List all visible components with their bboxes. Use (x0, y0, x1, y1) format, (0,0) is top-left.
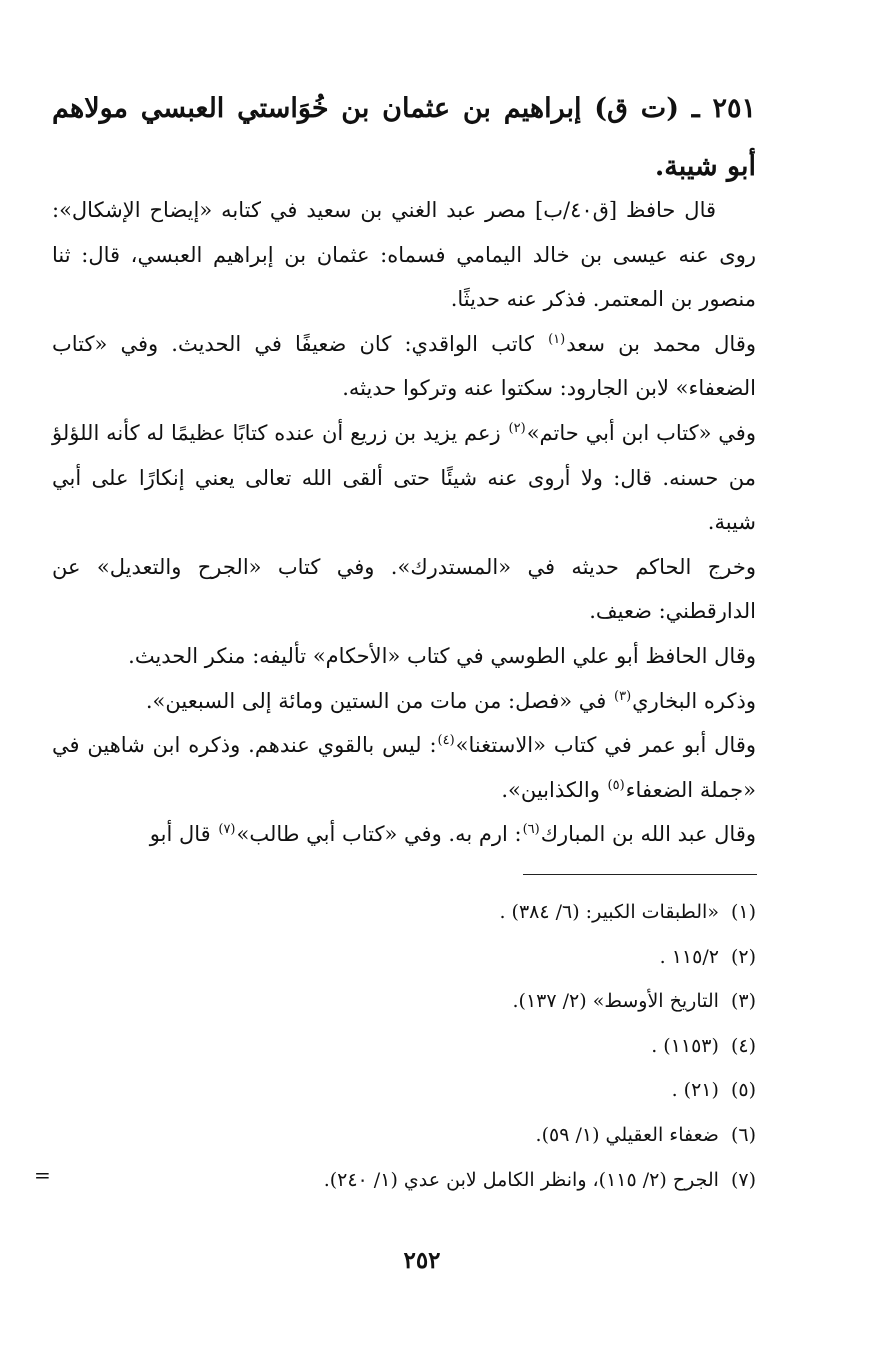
footnote-text: ١١٥/٢ . (659, 945, 719, 968)
paragraph-text: وقال الحافظ أبو علي الطوسي في كتاب «الأحكام» تأليفه: منكر الحديث. (128, 643, 756, 668)
footnote-text: ضعفاء العقيلي (١/ ٥٩). (535, 1123, 719, 1146)
footnote-text: «الطبقات الكبير: (٦/ ٣٨٤) . (499, 901, 719, 923)
paragraph-text: وخرج الحاكم حديثه في «المستدرك». وفي كتاب «الجرح والتعديل» عن الدارقطني: ضعيف. (52, 554, 756, 624)
paragraph-text: في «فصل: من مات من الستين ومائة إلى السبعين». (145, 688, 613, 713)
paragraph-4 (52, 545, 756, 634)
footnote-ref-4[interactable]: (٤) (437, 733, 455, 749)
main-text (52, 188, 756, 857)
footnote-5 (52, 1068, 756, 1113)
footnote-ref-7[interactable]: (٧) (218, 822, 236, 838)
paragraph-text: وفي «كتاب ابن أبي حاتم» (526, 420, 756, 445)
footnote-2 (52, 935, 756, 980)
footnote-6 (52, 1113, 756, 1158)
footnote-text: (٢١) . (671, 1079, 719, 1102)
paragraph-text: زعم يزيد بن زريع أن عنده كتابًا عظيمًا له كأنه اللؤلؤ من حسنه. قال: ولا أروى عنه شيئًا حتى ألقى الله تعالى يعني إنكارًا على أبي شيبة. (52, 420, 756, 535)
paragraph-text: كاتب الواقدي: كان ضعيفًا في الحديث. وفي «كتاب الضعفاء» لابن الجارود: سكتوا عنه وتركوا حديثه. (52, 331, 756, 401)
footnotes-section (52, 890, 756, 1202)
footnote-text: الجرح (٢/ ١١٥)، وانظر الكامل لابن عدي (١/ ٢٤٠). (323, 1168, 719, 1191)
paragraph-8 (52, 812, 756, 857)
paragraph-5 (52, 634, 756, 679)
paragraph-text: وقال محمد بن سعد (566, 331, 756, 356)
paragraph-text: وقال أبو عمر في كتاب «الاستغنا» (455, 733, 756, 758)
paragraph-text: قال حافظ [ق٤٠/ب] مصر عبد الغني بن سعيد في كتابه «إيضاح الإشكال»: روى عنه عيسى بن خالد اليمامي فسماه: عثمان بن إبراهيم العبسي، قال: ثنا منصور بن المعتمر. فذكر عنه حديثًا. (52, 198, 756, 312)
paragraph-text: : ارم به. وفي «كتاب أبي طالب» (236, 822, 522, 847)
footnote-number: (٤) (730, 1034, 756, 1057)
footnote-ref-5[interactable]: (٥) (607, 777, 625, 793)
footnote-3 (52, 979, 756, 1024)
paragraph-text: قال أبو (149, 822, 218, 847)
footnote-text: التاريخ الأوسط» (٢/ ١٣٧). (512, 990, 719, 1013)
paragraph-3 (52, 411, 756, 545)
page-number: ٢٥٢ (403, 1247, 441, 1274)
paragraph-7 (52, 723, 756, 812)
footnote-ref-3[interactable]: (٣) (614, 688, 632, 704)
footnote-number: (٣) (730, 990, 756, 1013)
footnote-ref-6[interactable]: (٦) (522, 822, 540, 838)
paragraph-2 (52, 322, 756, 411)
footnote-number: (٥) (730, 1079, 756, 1102)
footnote-ref-1[interactable]: (١) (548, 331, 566, 347)
footnote-ref-2[interactable]: (٢) (508, 420, 526, 436)
paragraph-1 (52, 188, 756, 322)
footnote-number: (٧) (730, 1168, 756, 1191)
paragraph-6 (52, 679, 756, 724)
footnote-1 (52, 890, 756, 935)
paragraph-text: وذكره البخاري (632, 688, 756, 713)
footnote-separator (523, 874, 757, 875)
footnote-text: (١١٥٣) . (651, 1034, 719, 1057)
continuation-mark: = (34, 1163, 51, 1187)
footnote-number: (٦) (730, 1123, 756, 1146)
footnote-number: (١) (730, 901, 756, 923)
footnote-number: (٢) (730, 945, 756, 968)
paragraph-text: وقال عبد الله بن المبارك (540, 822, 756, 847)
footnote-7 (52, 1158, 756, 1203)
footnote-4 (52, 1024, 756, 1069)
entry-heading: ٢٥١ ـ (ت ق) إبراهيم بن عثمان بن خُوَاستي العبسي مولاهم أبو شيبة. (52, 93, 756, 182)
paragraph-text: : ليس بالقوي عندهم. وذكره ابن شاهين في «جملة الضعفاء (52, 733, 756, 802)
paragraph-text: والكذابين». (501, 777, 607, 802)
